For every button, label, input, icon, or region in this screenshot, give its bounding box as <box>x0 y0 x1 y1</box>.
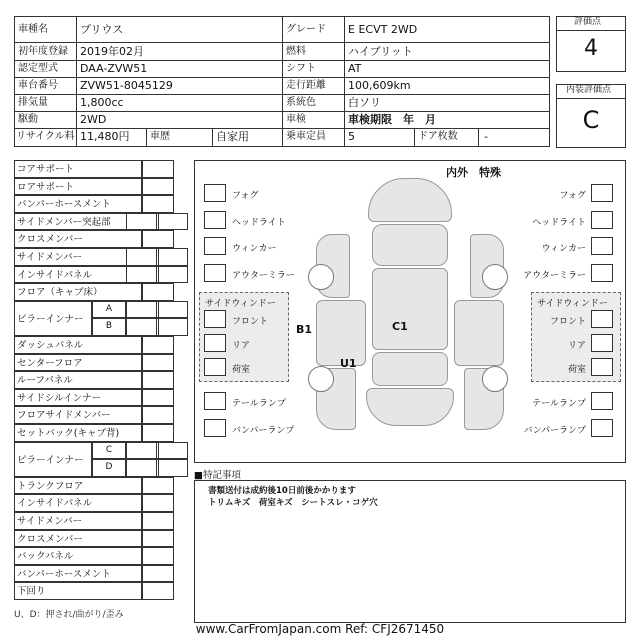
checkbox-sw-rear-right[interactable] <box>591 334 613 352</box>
value-capacity: 5 <box>348 130 355 143</box>
checklist-cell[interactable] <box>126 301 158 319</box>
checklist-cell[interactable] <box>142 371 174 389</box>
notes-title: ■特記事項 <box>194 470 241 481</box>
checkbox-winker-left[interactable] <box>204 237 226 255</box>
side-window-left-title: サイドウィンドー <box>205 299 276 309</box>
label-sw-front-left: フロント <box>232 317 269 327</box>
label-tail-left: テールランプ <box>232 399 286 409</box>
checklist-item: センターフロア <box>14 354 142 372</box>
mark-b1: B1 <box>296 323 313 336</box>
notes-line-1: 書類送付は成約後10日前後かかります <box>208 486 356 496</box>
label-drive: 駆動 <box>18 114 38 125</box>
interior-label: 内装評価点 <box>566 85 612 95</box>
label-sw-cargo-right: 荷室 <box>567 365 586 375</box>
label-sw-rear-left: リア <box>232 341 251 351</box>
label-model: 車種名 <box>18 24 48 35</box>
label-winker-right: ウィンカー <box>541 244 586 254</box>
checklist-item: ロアサポート <box>14 178 142 196</box>
checklist-cell[interactable] <box>142 494 174 512</box>
label-fuel: 燃料 <box>286 46 306 57</box>
label-sw-rear-right: リア <box>567 341 586 351</box>
checklist-item: トランクフロア <box>14 477 142 495</box>
checklist-cell[interactable] <box>142 547 174 565</box>
car-rear-window <box>372 352 448 386</box>
wheel-rear-right-icon <box>482 366 508 392</box>
interior-divider <box>556 98 626 99</box>
checkbox-sw-front-right[interactable] <box>591 310 613 328</box>
side-window-right-title: サイドウィンドー <box>537 299 608 309</box>
checklist-cell[interactable] <box>158 301 188 319</box>
label-recycle: リサイクル料 <box>16 131 75 142</box>
checkbox-tail-left[interactable] <box>204 392 226 410</box>
checklist-cell[interactable] <box>142 530 174 548</box>
label-inspection: 車検 <box>286 114 306 125</box>
label-fog-left: フォグ <box>232 191 259 201</box>
value-grade: E ECVT 2WD <box>348 23 418 36</box>
value-mileage: 100,609km <box>348 79 411 92</box>
label-displacement: 排気量 <box>18 97 48 108</box>
car-trunk <box>366 388 454 426</box>
label-doors: ドア枚数 <box>418 131 458 142</box>
damage-legend: U、D：押され/曲がり/歪み <box>14 610 124 620</box>
checklist-item: サイドメンバー <box>14 512 142 530</box>
pillar-sub-label: B <box>92 318 126 336</box>
checklist-item: ダッシュパネル <box>14 336 142 354</box>
spec-divider <box>478 128 479 147</box>
pillar-sub-label: C <box>92 442 126 460</box>
car-roof <box>372 268 448 350</box>
wheel-rear-left-icon <box>308 366 334 392</box>
checkbox-headlight-left[interactable] <box>204 211 226 229</box>
checklist-cell[interactable] <box>142 582 174 600</box>
checklist-cell[interactable] <box>142 406 174 424</box>
checkbox-sw-cargo-right[interactable] <box>591 358 613 376</box>
checkbox-winker-right[interactable] <box>591 237 613 255</box>
spec-divider <box>414 128 415 147</box>
checklist-cell[interactable] <box>126 213 158 231</box>
checklist-cell[interactable] <box>142 565 174 583</box>
checklist-cell[interactable] <box>142 230 174 248</box>
checklist-item: バックパネル <box>14 547 142 565</box>
checklist-item: サイドメンバー突起部 <box>14 213 142 231</box>
checklist-item: バンパーホースメント <box>14 195 142 213</box>
checklist-item: クロスメンバー <box>14 230 142 248</box>
label-tail-right: テールランプ <box>532 399 586 409</box>
checklist-item: コアサポート <box>14 160 142 178</box>
label-history: 車歴 <box>150 131 170 142</box>
checklist-cell[interactable] <box>142 477 174 495</box>
checklist-item: ルーフパネル <box>14 371 142 389</box>
checkbox-bumper-left[interactable] <box>204 419 226 437</box>
value-doors: - <box>484 130 488 143</box>
checklist-cell[interactable] <box>126 266 158 284</box>
checklist-cell[interactable] <box>142 178 174 196</box>
value-chassis: ZVW51-8045129 <box>80 79 173 92</box>
label-grade: グレード <box>286 24 326 35</box>
checklist-cell[interactable] <box>158 213 188 231</box>
checklist-item: フロアサイドメンバー <box>14 406 142 424</box>
checklist-cell[interactable] <box>142 283 174 301</box>
value-inspection: 車検期限 年 月 <box>348 113 436 126</box>
checkbox-sw-rear-left[interactable] <box>204 334 226 352</box>
checklist-cell[interactable] <box>126 459 158 477</box>
checkbox-headlight-right[interactable] <box>591 211 613 229</box>
checklist-cell[interactable] <box>158 266 188 284</box>
diagram-header: 内外 特殊 <box>446 166 501 179</box>
label-sw-front-right: フロント <box>549 317 586 327</box>
checklist-item: バンパーホースメント <box>14 565 142 583</box>
value-recycle: 11,480円 <box>80 130 130 143</box>
label-model-code: 認定型式 <box>18 63 58 74</box>
mark-c1: C1 <box>392 320 408 333</box>
label-bumper-right: バンパーランプ <box>523 426 586 436</box>
checklist-item: フロア（キャブ床） <box>14 283 142 301</box>
value-first-registration: 2019年02月 <box>80 45 144 58</box>
mark-u1: U1 <box>340 357 357 370</box>
checkbox-sw-cargo-left[interactable] <box>204 358 226 376</box>
value-color: 白ソリ <box>348 96 381 109</box>
checklist-item: セットバック(キャブ背) <box>14 424 142 442</box>
pillar-sub-label: A <box>92 301 126 319</box>
value-drive: 2WD <box>80 113 107 126</box>
value-fuel: ハイブリット <box>348 45 413 58</box>
value-model: プリウス <box>80 23 124 36</box>
checklist-cell[interactable] <box>142 424 174 442</box>
pillar-sub-label: D <box>92 459 126 477</box>
label-mirror-left: アウターミラー <box>232 271 295 281</box>
checklist-cell[interactable] <box>126 442 158 460</box>
checklist-item: ピラーインナー <box>14 442 92 477</box>
checkbox-tail-right[interactable] <box>591 392 613 410</box>
label-mileage: 走行距離 <box>286 80 326 91</box>
checkbox-fog-right[interactable] <box>591 184 613 202</box>
rating-value: 4 <box>584 36 598 61</box>
label-bumper-left: バンパーランプ <box>232 426 295 436</box>
checklist-cell[interactable] <box>158 318 188 336</box>
label-mirror-right: アウターミラー <box>523 271 586 281</box>
value-displacement: 1,800cc <box>80 96 124 109</box>
label-headlight-right: ヘッドライト <box>532 218 586 228</box>
checklist-item: インサイドパネル <box>14 494 142 512</box>
label-headlight-left: ヘッドライト <box>232 218 286 228</box>
checklist-cell[interactable] <box>142 512 174 530</box>
checkbox-bumper-right[interactable] <box>591 419 613 437</box>
rating-divider <box>556 30 626 31</box>
checklist-item: ピラーインナー <box>14 301 92 336</box>
checkbox-fog-left[interactable] <box>204 184 226 202</box>
checklist-item: サイドメンバー <box>14 248 142 266</box>
label-first-registration: 初年度登録 <box>18 46 68 57</box>
car-windshield <box>372 224 448 266</box>
checklist-cell[interactable] <box>126 248 158 266</box>
checkbox-mirror-right[interactable] <box>591 264 613 282</box>
checklist-cell[interactable] <box>142 195 174 213</box>
checklist-cell[interactable] <box>126 318 158 336</box>
checklist-cell[interactable] <box>158 459 188 477</box>
rating-label: 評価点 <box>574 17 602 27</box>
checklist-cell[interactable] <box>142 160 174 178</box>
checklist-item: 下回り <box>14 582 142 600</box>
interior-value: C <box>582 106 600 134</box>
label-winker-left: ウィンカー <box>232 244 277 254</box>
label-capacity: 乗車定員 <box>286 131 326 142</box>
checklist-item: サイドシルインナー <box>14 389 142 407</box>
spec-divider <box>212 128 213 147</box>
label-color: 系統色 <box>286 97 316 108</box>
label-fog-right: フォグ <box>559 191 586 201</box>
checklist-cell[interactable] <box>142 336 174 354</box>
checkbox-sw-front-left[interactable] <box>204 310 226 328</box>
label-shift: シフト <box>286 63 316 74</box>
car-right-doors <box>454 300 504 366</box>
footer-ref: www.CarFromJapan.com Ref: CFJ2671450 <box>195 622 445 636</box>
checklist-item: インサイドパネル <box>14 266 142 284</box>
spec-row-line <box>14 42 550 43</box>
label-chassis: 車台番号 <box>18 80 58 91</box>
checklist-cell[interactable] <box>158 248 188 266</box>
checklist-cell[interactable] <box>142 389 174 407</box>
checklist-cell[interactable] <box>142 354 174 372</box>
label-sw-cargo-left: 荷室 <box>232 365 251 375</box>
checklist-item: クロスメンバー <box>14 530 142 548</box>
checklist-cell[interactable] <box>158 442 188 460</box>
notes-line-2: トリムキズ 荷室キズ シートスレ・コゲ穴 <box>208 498 378 508</box>
value-shift: AT <box>348 62 362 75</box>
spec-divider <box>146 128 147 147</box>
wheel-front-left-icon <box>308 264 334 290</box>
value-model-code: DAA-ZVW51 <box>80 62 148 75</box>
checkbox-mirror-left[interactable] <box>204 264 226 282</box>
value-history: 自家用 <box>216 130 249 143</box>
